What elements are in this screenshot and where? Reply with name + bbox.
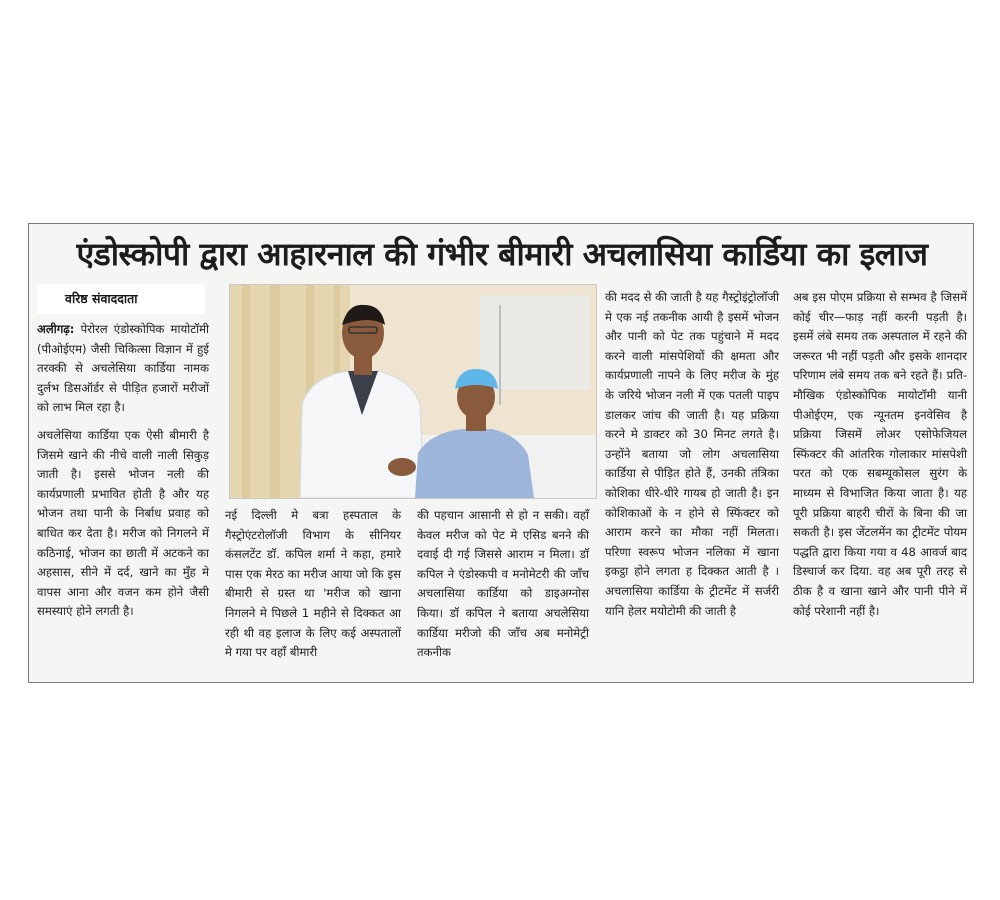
paragraph: अचलेसिया कार्डिया एक ऐसी बीमारी है जिसमे खाने की नीचे वाली नाली सिकुड़ जाती है। इससे भोजन नली की कार्यप्रणाली प्रभावित होती है और यह भोजन तथा पानी के निर्बाध प्रवाह को बाधित कर देता है। मरीज को निगलने में कठिनाई, भोजन का छाती में अटकने का अहसास, सीने में दर्द, खाने का मुँह मे वापस आना और वजन कम होने जैसी समस्याएं होने लगती है। [37, 427, 209, 619]
newspaper-clipping [28, 223, 974, 683]
byline-box [37, 284, 205, 314]
doctor-patient-photo [229, 284, 597, 499]
paragraph: अब इस पोएम प्रक्रिया से सम्भव है जिसमें कोई चीर—फाड़ नहीं करनी पड़ती है। इसमें लंबे समय तक अस्पताल में रहने की जरूरत भी नहीं पड़ती और इसके शानदार परिणाम लंबे समय तक बने रहते हैं। प्रति-मौखिक एंडोस्कोपिक मायोटॉमी यानी पीओईएम, एक न्यूनतम इनवेसिव है प्रक्रिया जिसमें लोअर एसोफेजियल स्फिंक्टर की आंतरिक गोलाकार मांसपेशी परत को एक सबम्यूकोसल सुरंग के माध्यम से विभाजित किया जाता है। यह पूरी प्रक्रिया बाहरी चीरों के बिना की जा सकती है। इस जेंटलमेंन का ट्रीटमेंट पोयम पद्धति द्वारा किया गया व 48 आवर्ज बाद डिस्चार्ज कर दिया. वह अब पूरी तरह से ठीक है व खाना खाने और पानी पीने में कोई परेशानी नहीं है। [793, 290, 967, 618]
paragraph [37, 320, 209, 418]
column-1 [37, 320, 209, 622]
photo-illustration [230, 285, 596, 498]
byline: वरिष्ठ संवाददाता [65, 291, 138, 306]
column-2 [225, 506, 401, 663]
column-4 [605, 288, 779, 621]
paragraph-text: पेरोरल एंडोस्कोपिक मायोटॉमी (पीओईएम) जैसी चिकित्सा विज्ञान में हुई तरक्की से अचलेसिया कार्डिया नामक दुर्लभ डिसऑर्डर से पीड़ित हजारों मरीजों को लाभ मिल रहा है। [37, 322, 210, 415]
paragraph: की पहचान आसानी से हो न सकी। वहाँ केवल मरीज को पेट मे एसिड बनने की दवाई दी गई जिससे आराम न मिला। डॉ कपिल ने एंडोस्कपी व मनोमेटरी की जाँच अचलासिया कार्डिया को डाइअग्नोस किया। डॉ कपिल ने बताया अचलेसिया कार्डिया मरीजो की जाँच अब मनोमेट्री तकनीक [417, 508, 589, 660]
headline: एंडोस्कोपी द्वारा आहारनाल की गंभीर बीमारी अचलासिया कार्डिया का इलाज [76, 235, 928, 273]
dateline: अलीगढ़: [37, 322, 75, 336]
paragraph: की मदद से की जाती है यह गैस्ट्रोइंट्रोलॉजी मे एक नई तकनीक आयी है इसमें भोजन और पानी को पेट तक पहुंचाने में मदद करने वाली मांसपेशियों की क्षमता और कार्यप्रणाली नापने के लिए मरीज के मुंह के जरिये भोजन नली में एक पतली पाइप डालकर जांच की जाती है। यह प्रक्रिया करने मे डाक्टर को 30 मिनट लगते है। उन्होंने बताया जो लोग अचलासिया कार्डिया से पीड़ित होते हैं, उनकी तंत्रिका कोशिका धीरे-धीरे गायब हो जाती है। इन कोशिकाओं के न होने से स्फिंक्टर को आराम करने का मौका नहीं मिलता। परिणा स्वरूप भोजन नलिका में खाना इकट्ठा होने लगता ह दिक्कत आती है । अचलासिया कार्डिया के ट्रीटमेंट में सर्जरी यानि हेलर मयोटोमी की जाती है [605, 290, 779, 618]
column-3 [417, 506, 589, 663]
column-5 [793, 288, 967, 621]
paragraph: नई दिल्ली मे बत्रा हस्पताल के गैस्ट्रोएंटरोलॉजी विभाग के सीनियर कंसलटेंट डॉ. कपिल शर्मा ने कहा, हमारे पास एक मेरठ का मरीज आया जो कि इस बीमारी से ग्रस्त था 'मरीज को खाना निगलने मे पिछले 1 महीने से दिक्कत आ रही थी वह इलाज के लिए कई अस्पतालों मे गया पर वहाँ बीमारी [225, 508, 401, 660]
